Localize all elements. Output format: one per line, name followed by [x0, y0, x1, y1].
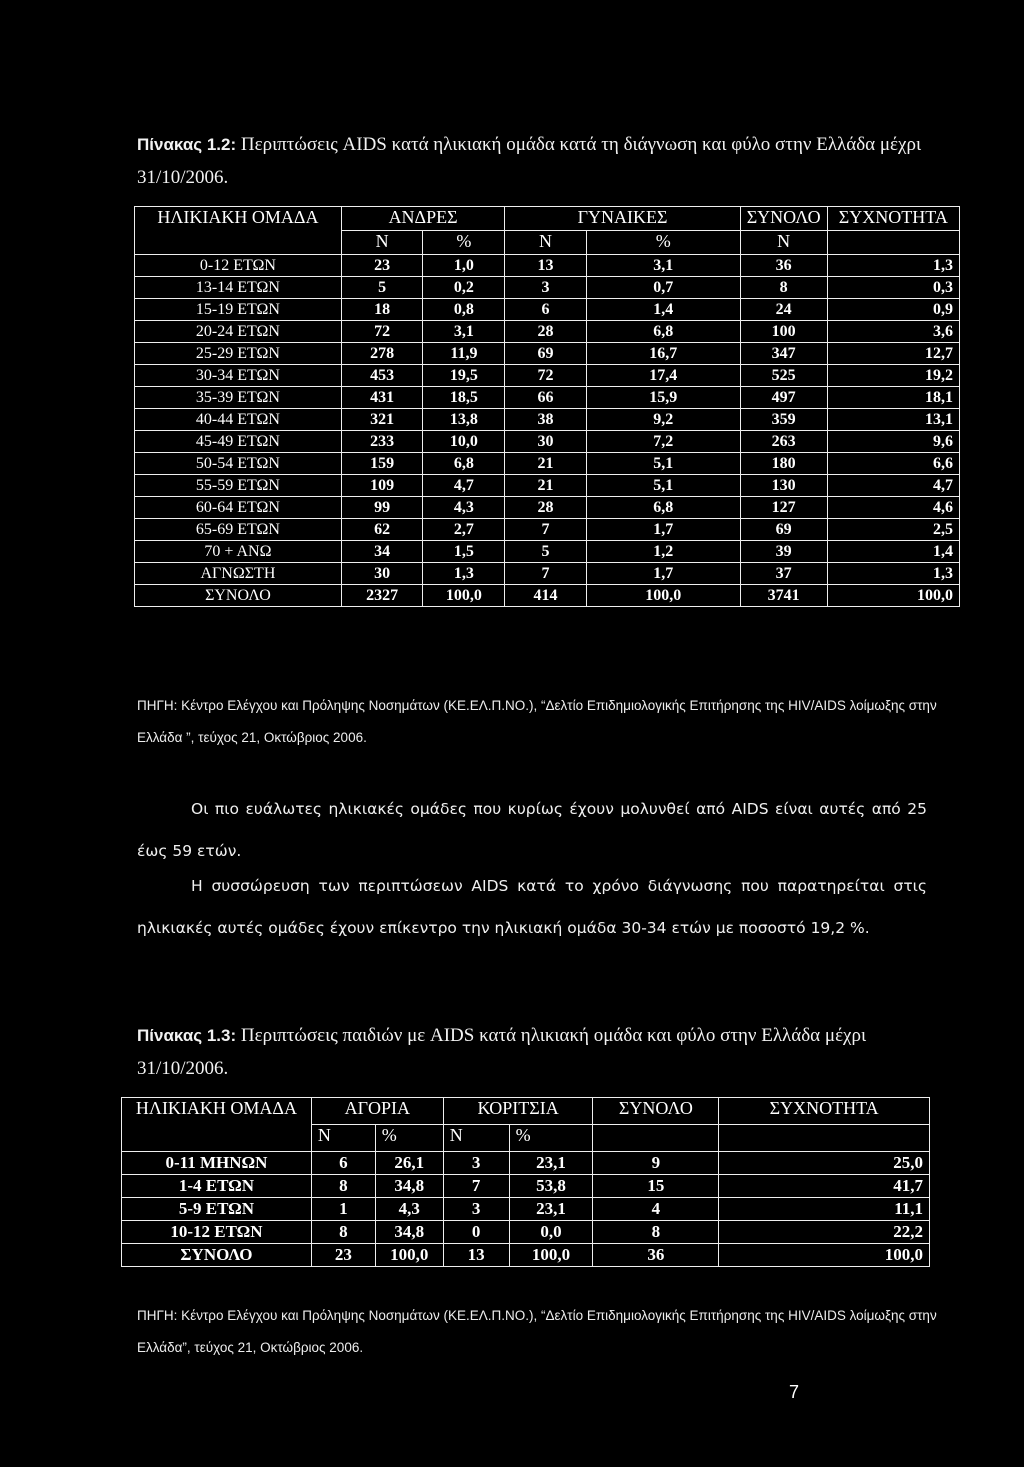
- table2-cell-group: ΣΥΝΟΛΟ: [122, 1244, 312, 1267]
- paragraph-concentration: Η συσσώρευση των περιπτώσεων AIDS κατά το χρόνο διάγνωσης που παρατηρείται στις ηλικιακές αυτές ομάδες έχουν επίκεντρο την ηλικιακή ομάδα 30-34 ετών με ποσοστό 19,2 %.: [137, 877, 927, 937]
- table1-cell-group: 70 + ΑΝΩ: [135, 541, 342, 563]
- table1-subheader-freq: [827, 231, 959, 255]
- table1-cell-men-n: 233: [341, 431, 423, 453]
- table1-cell-freq: 100,0: [827, 585, 959, 607]
- table1-cell-freq: 13,1: [827, 409, 959, 431]
- table1-cell-group: 25-29 ΕΤΩΝ: [135, 343, 342, 365]
- table1-cell-men-pct: 0,2: [423, 277, 505, 299]
- table2-cell-boys-pct: 34,8: [375, 1175, 443, 1198]
- table1-cell-women-pct: 9,2: [586, 409, 740, 431]
- table1-cell-men-n: 109: [341, 475, 423, 497]
- table1-cell-men-pct: 11,9: [423, 343, 505, 365]
- table1-cell-men-n: 72: [341, 321, 423, 343]
- table1-cell-men-n: 62: [341, 519, 423, 541]
- table1-cell-total: 263: [740, 431, 827, 453]
- table2-cell-boys-pct: 100,0: [375, 1244, 443, 1267]
- table2-cell-boys-pct: 26,1: [375, 1152, 443, 1175]
- table2-cell-girls-n: 3: [443, 1198, 509, 1221]
- table1-cell-group: 60-64 ΕΤΩΝ: [135, 497, 342, 519]
- paragraph-vulnerable-groups: Οι πιο ευάλωτες ηλικιακές ομάδες που κυρίως έχουν μολυνθεί από AIDS είναι αυτές από 25 έως 59 ετών.: [137, 800, 927, 860]
- table1-cell-women-pct: 6,8: [586, 321, 740, 343]
- table-row: [135, 255, 960, 277]
- table2-cell-freq: 100,0: [719, 1244, 930, 1267]
- table-row: [135, 519, 960, 541]
- table1-subheader-women-n: Ν: [505, 231, 586, 255]
- table1-cell-men-n: 159: [341, 453, 423, 475]
- table2-cell-group: 5-9 ΕΤΩΝ: [122, 1198, 312, 1221]
- table1-cell-freq: 12,7: [827, 343, 959, 365]
- table1-cell-freq: 1,4: [827, 541, 959, 563]
- table1-cell-freq: 0,9: [827, 299, 959, 321]
- table1-cell-men-pct: 10,0: [423, 431, 505, 453]
- table2-caption-text: Περιπτώσεις παιδιών με AIDS κατά ηλικιακή ομάδα και φύλο στην Ελλάδα μέχρι 31/10/2006.: [137, 1025, 867, 1079]
- table1-cell-women-pct: 1,7: [586, 519, 740, 541]
- table1-header-total: ΣΥΝΟΛΟ: [740, 207, 827, 231]
- table1-cell-men-n: 321: [341, 409, 423, 431]
- table-row: [135, 541, 960, 563]
- table1-caption-label: Πίνακας 1.2:: [137, 135, 237, 154]
- table1-cell-men-n: 30: [341, 563, 423, 585]
- table1-cell-men-pct: 0,8: [423, 299, 505, 321]
- table1-cell-women-n: 7: [505, 563, 586, 585]
- table1-cell-freq: 0,3: [827, 277, 959, 299]
- table-row: [135, 365, 960, 387]
- table1-cell-total: 127: [740, 497, 827, 519]
- table1-cell-men-pct: 19,5: [423, 365, 505, 387]
- table2-cell-total: 36: [593, 1244, 719, 1267]
- table-row: [122, 1175, 930, 1198]
- table-row: [135, 387, 960, 409]
- table2-cell-group: 10-12 ΕΤΩΝ: [122, 1221, 312, 1244]
- table1-cell-men-pct: 6,8: [423, 453, 505, 475]
- table1-cell-men-n: 2327: [341, 585, 423, 607]
- table1-cell-women-pct: 1,2: [586, 541, 740, 563]
- table1-cell-total: 497: [740, 387, 827, 409]
- table1-header-men: ΑΝΔΡΕΣ: [341, 207, 504, 231]
- table2-caption-label: Πίνακας 1.3:: [137, 1026, 237, 1045]
- table1-cell-women-pct: 3,1: [586, 255, 740, 277]
- table2-cell-freq: 41,7: [719, 1175, 930, 1198]
- table1-cell-women-pct: 17,4: [586, 365, 740, 387]
- table1-cell-total: 100: [740, 321, 827, 343]
- table1-cell-women-n: 30: [505, 431, 586, 453]
- table2-subheader-girls-pct: %: [509, 1125, 593, 1152]
- table1-cell-freq: 18,1: [827, 387, 959, 409]
- table1-subheader-women-pct: %: [586, 231, 740, 255]
- table2-header-boys: ΑΓΟΡΙΑ: [311, 1098, 443, 1125]
- table1-cell-women-pct: 0,7: [586, 277, 740, 299]
- table2-subheader-boys-pct: %: [375, 1125, 443, 1152]
- page-number: 7: [789, 1382, 800, 1402]
- table2-header-group: ΗΛΙΚΙΑΚΗ ΟΜΑΔΑ: [122, 1098, 312, 1152]
- table2-cell-boys-n: 8: [311, 1175, 375, 1198]
- table1-header-group: ΗΛΙΚΙΑΚΗ ΟΜΑΔΑ: [135, 207, 342, 255]
- table-aids-cases-by-age-sex: [134, 206, 960, 607]
- table1-cell-women-n: 72: [505, 365, 586, 387]
- table2-cell-girls-pct: 0,0: [509, 1221, 593, 1244]
- table1-header-freq: ΣΥΧΝΟΤΗΤΑ: [827, 207, 959, 231]
- table1-cell-total: 8: [740, 277, 827, 299]
- table2-cell-freq: 11,1: [719, 1198, 930, 1221]
- table1-cell-group: 45-49 ΕΤΩΝ: [135, 431, 342, 453]
- table1-subheader-men-pct: %: [423, 231, 505, 255]
- table1-cell-men-n: 34: [341, 541, 423, 563]
- table2-subheader-freq: [719, 1125, 930, 1152]
- table-row: [135, 475, 960, 497]
- table-row: [122, 1244, 930, 1267]
- table1-cell-group: ΑΓΝΩΣΤΗ: [135, 563, 342, 585]
- table1-cell-women-n: 28: [505, 497, 586, 519]
- table1-cell-men-pct: 1,0: [423, 255, 505, 277]
- table1-cell-men-pct: 1,5: [423, 541, 505, 563]
- table1-cell-women-n: 3: [505, 277, 586, 299]
- table-child-aids-cases: [121, 1097, 930, 1267]
- table1-cell-group: 35-39 ΕΤΩΝ: [135, 387, 342, 409]
- table2-cell-girls-pct: 100,0: [509, 1244, 593, 1267]
- table1-caption-text: Περιπτώσεις AIDS κατά ηλικιακή ομάδα κατά τη διάγνωση και φύλο στην Ελλάδα μέχρι 31/10/2006.: [137, 134, 922, 188]
- table1-cell-group: 13-14 ΕΤΩΝ: [135, 277, 342, 299]
- table1-cell-group: 20-24 ΕΤΩΝ: [135, 321, 342, 343]
- table2-cell-boys-pct: 4,3: [375, 1198, 443, 1221]
- table1-caption: [137, 128, 937, 194]
- table2-cell-girls-n: 7: [443, 1175, 509, 1198]
- table2-cell-girls-pct: 23,1: [509, 1198, 593, 1221]
- table1-cell-total: 130: [740, 475, 827, 497]
- table1-cell-women-n: 28: [505, 321, 586, 343]
- table-row: [135, 343, 960, 365]
- table1-cell-total: 24: [740, 299, 827, 321]
- table2-header-girls: ΚΟΡΙΤΣΙΑ: [443, 1098, 593, 1125]
- table1-cell-group: 65-69 ΕΤΩΝ: [135, 519, 342, 541]
- table1-cell-total: 180: [740, 453, 827, 475]
- table1-cell-freq: 1,3: [827, 255, 959, 277]
- table1-cell-total: 347: [740, 343, 827, 365]
- table1-cell-women-pct: 100,0: [586, 585, 740, 607]
- table1-cell-women-n: 414: [505, 585, 586, 607]
- table1-cell-group: 55-59 ΕΤΩΝ: [135, 475, 342, 497]
- table1-cell-freq: 2,5: [827, 519, 959, 541]
- table1-cell-women-n: 13: [505, 255, 586, 277]
- table1-cell-men-pct: 3,1: [423, 321, 505, 343]
- table1-cell-women-pct: 6,8: [586, 497, 740, 519]
- table2-cell-girls-pct: 23,1: [509, 1152, 593, 1175]
- table1-cell-total: 39: [740, 541, 827, 563]
- table-row: [122, 1198, 930, 1221]
- table1-cell-women-n: 38: [505, 409, 586, 431]
- table2-header-row: [122, 1098, 930, 1125]
- table1-cell-men-n: 5: [341, 277, 423, 299]
- table1-cell-women-n: 69: [505, 343, 586, 365]
- table1-subheader-men-n: Ν: [341, 231, 423, 255]
- table1-cell-men-n: 278: [341, 343, 423, 365]
- table1-cell-group: ΣΥΝΟΛΟ: [135, 585, 342, 607]
- table2-cell-total: 9: [593, 1152, 719, 1175]
- table-row: [122, 1152, 930, 1175]
- table1-cell-freq: 3,6: [827, 321, 959, 343]
- table2-cell-total: 8: [593, 1221, 719, 1244]
- table1-cell-freq: 6,6: [827, 453, 959, 475]
- table1-cell-men-n: 431: [341, 387, 423, 409]
- table1-cell-total: 36: [740, 255, 827, 277]
- table-row: [135, 321, 960, 343]
- table-row: [135, 409, 960, 431]
- table1-cell-women-pct: 5,1: [586, 475, 740, 497]
- table2-header-freq: ΣΥΧΝΟΤΗΤΑ: [719, 1098, 930, 1125]
- table1-cell-women-n: 7: [505, 519, 586, 541]
- table2-cell-girls-n: 0: [443, 1221, 509, 1244]
- table2-subheader-boys-n: Ν: [311, 1125, 375, 1152]
- table-row: [135, 453, 960, 475]
- table1-cell-freq: 19,2: [827, 365, 959, 387]
- table1-cell-total: 3741: [740, 585, 827, 607]
- table-row: [135, 431, 960, 453]
- table2-cell-boys-n: 8: [311, 1221, 375, 1244]
- table1-cell-freq: 4,6: [827, 497, 959, 519]
- table2-cell-freq: 22,2: [719, 1221, 930, 1244]
- table2-cell-boys-pct: 34,8: [375, 1221, 443, 1244]
- table1-cell-women-pct: 16,7: [586, 343, 740, 365]
- table1-source: ΠΗΓΗ: Κέντρο Ελέγχου και Πρόληψης Νοσημάτων (ΚΕ.ΕΛ.Π.ΝΟ.), “Δελτίο Επιδημιολογικής Επιτήρησης της HIV/AIDS λοίμωξης στην Ελλάδα ”, τεύχος 21, Οκτώβριος 2006.: [137, 698, 937, 745]
- table-row: [135, 585, 960, 607]
- table-row: [135, 563, 960, 585]
- table2-subheader-total: [593, 1125, 719, 1152]
- table2-cell-girls-n: 3: [443, 1152, 509, 1175]
- table1-cell-group: 50-54 ΕΤΩΝ: [135, 453, 342, 475]
- table2-source: ΠΗΓΗ: Κέντρο Ελέγχου και Πρόληψης Νοσημάτων (ΚΕ.ΕΛ.Π.ΝΟ.), “Δελτίο Επιδημιολογικής Επιτήρησης της HIV/AIDS λοίμωξης στην Ελλάδα”, τεύχος 21, Οκτώβριος 2006.: [137, 1308, 937, 1355]
- table-row: [135, 299, 960, 321]
- table2-cell-boys-n: 1: [311, 1198, 375, 1221]
- table2-caption: [137, 1019, 937, 1085]
- table2-cell-total: 4: [593, 1198, 719, 1221]
- table1-header-women: ΓΥΝΑΙΚΕΣ: [505, 207, 740, 231]
- table1-cell-men-pct: 100,0: [423, 585, 505, 607]
- table1-subheader-total-n: Ν: [740, 231, 827, 255]
- table2-cell-girls-pct: 53,8: [509, 1175, 593, 1198]
- table1-cell-freq: 9,6: [827, 431, 959, 453]
- table1-cell-group: 30-34 ΕΤΩΝ: [135, 365, 342, 387]
- table1-cell-women-n: 66: [505, 387, 586, 409]
- table1-cell-men-n: 18: [341, 299, 423, 321]
- table1-cell-men-pct: 4,3: [423, 497, 505, 519]
- table1-cell-men-pct: 4,7: [423, 475, 505, 497]
- table1-cell-men-pct: 1,3: [423, 563, 505, 585]
- table2-cell-group: 0-11 ΜΗΝΩΝ: [122, 1152, 312, 1175]
- table1-cell-group: 40-44 ΕΤΩΝ: [135, 409, 342, 431]
- table1-cell-men-n: 453: [341, 365, 423, 387]
- table2-cell-total: 15: [593, 1175, 719, 1198]
- table2-subheader-girls-n: Ν: [443, 1125, 509, 1152]
- table1-cell-men-n: 99: [341, 497, 423, 519]
- table1-cell-women-pct: 15,9: [586, 387, 740, 409]
- table1-cell-women-pct: 1,7: [586, 563, 740, 585]
- table1-cell-total: 525: [740, 365, 827, 387]
- table2-cell-boys-n: 6: [311, 1152, 375, 1175]
- table1-cell-women-n: 21: [505, 453, 586, 475]
- table1-cell-women-n: 6: [505, 299, 586, 321]
- table2-cell-group: 1-4 ΕΤΩΝ: [122, 1175, 312, 1198]
- table-row: [135, 277, 960, 299]
- table1-header-row: [135, 207, 960, 231]
- table1-cell-women-pct: 1,4: [586, 299, 740, 321]
- table1-cell-women-pct: 5,1: [586, 453, 740, 475]
- table1-cell-group: 15-19 ΕΤΩΝ: [135, 299, 342, 321]
- table1-cell-men-pct: 18,5: [423, 387, 505, 409]
- table-row: [135, 497, 960, 519]
- table1-cell-men-n: 23: [341, 255, 423, 277]
- table2-header-total: ΣΥΝΟΛΟ: [593, 1098, 719, 1125]
- table1-cell-total: 359: [740, 409, 827, 431]
- table1-cell-men-pct: 2,7: [423, 519, 505, 541]
- table2-cell-boys-n: 23: [311, 1244, 375, 1267]
- table1-cell-freq: 1,3: [827, 563, 959, 585]
- table1-cell-men-pct: 13,8: [423, 409, 505, 431]
- table2-cell-girls-n: 13: [443, 1244, 509, 1267]
- table1-cell-women-n: 21: [505, 475, 586, 497]
- table1-cell-group: 0-12 ΕΤΩΝ: [135, 255, 342, 277]
- table2-cell-freq: 25,0: [719, 1152, 930, 1175]
- table1-cell-women-n: 5: [505, 541, 586, 563]
- table1-cell-women-pct: 7,2: [586, 431, 740, 453]
- table1-cell-total: 69: [740, 519, 827, 541]
- table1-cell-total: 37: [740, 563, 827, 585]
- table-row: [122, 1221, 930, 1244]
- table1-cell-freq: 4,7: [827, 475, 959, 497]
